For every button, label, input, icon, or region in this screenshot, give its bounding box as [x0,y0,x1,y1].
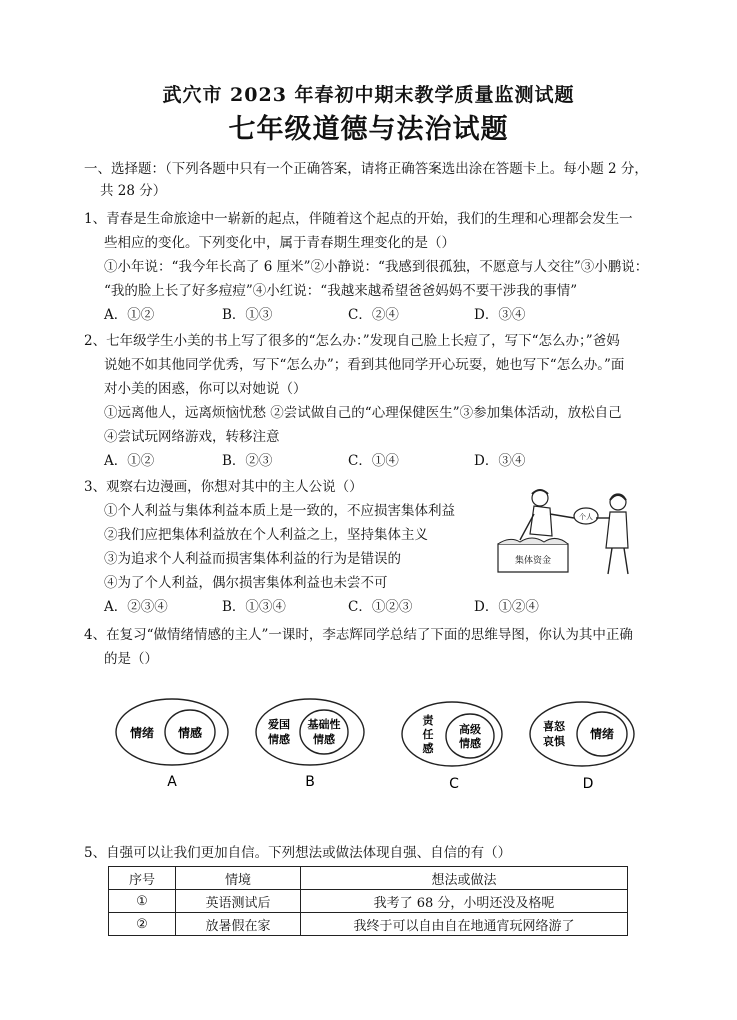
q1-option-d: D．③④ [474,307,526,323]
q1-option-c: C．②④ [348,307,399,323]
header-scenario: 情境 [176,867,301,890]
exam-title: 武穴市 2023 年春初中期末教学质量监测试题 [162,84,575,106]
q1-statement-line2: “我的脸上长了好多痘痘”④小红说：“我越来越希望爸爸妈妈不要干涉我的事情” [104,283,578,299]
q4-d-outer-1: 喜怒 [543,720,565,733]
cartoon-box-label: 集体资金 [514,556,552,566]
q2-option-d: D．③④ [474,453,526,469]
q4-c-inner-2: 情感 [459,737,481,750]
header-index: 序号 [109,867,176,890]
row2-index: ② [109,913,176,936]
table-row [109,913,628,936]
header-action: 想法或做法 [301,867,628,890]
q5-table [108,866,628,936]
q4-diagram-a [116,699,228,790]
q4-d-inner: 情绪 [589,727,615,741]
q4-d-letter: D [582,776,594,792]
row1-action: 我考了 68 分，小明还没及格呢 [301,890,628,913]
q1-statement-line1: ①小年说：“我今年长高了 6 厘米”②小静说：“我感到很孤独，不愿意与人交往”③小鹏说： [104,259,649,275]
row1-scenario: 英语测试后 [176,890,301,913]
q3-option-b: B．①③④ [222,599,286,615]
q4-mind-maps [110,690,650,800]
q3-option-c: C．①②③ [348,599,413,615]
q4-diagram-c [402,702,502,792]
row1-index: ① [109,890,176,913]
table-header-row [109,867,628,890]
q5-stem: 5、自强可以让我们更加自信。下列想法或做法体现自强、自信的有（） [84,845,512,861]
q4-b-inner-2: 情感 [313,733,335,746]
q2-option-a: A．①② [104,453,155,469]
q4-b-outer-1: 爱国 [268,718,290,731]
q4-stem-line1: 4、在复习“做情绪情感的主人”一课时，李志辉同学总结了下面的思维导图，你认为其中正确 [84,627,633,643]
q2-option-c: C．①④ [348,453,399,469]
q4-diagram-b [256,699,364,790]
table-row [109,890,628,913]
q4-b-inner-1: 基础性 [307,718,341,731]
q4-b-letter: B [305,774,315,790]
q3-cartoon [490,484,640,584]
q4-c-inner-1: 高级 [459,723,481,736]
q4-c-outer-3: 感 [422,742,434,755]
q3-statement-2: ②我们应把集体利益放在个人利益之上，坚持集体主义 [104,527,428,543]
q4-a-letter: A [167,774,177,790]
q3-statement-3: ③为追求个人利益而损害集体利益的行为是错误的 [104,551,401,567]
q2-statement-line2: ④尝试玩网络游戏，转移注意 [104,429,280,445]
row2-action: 我终于可以自由自在地通宵玩网络游了 [301,913,628,936]
q4-a-outer: 情绪 [129,726,155,740]
q4-c-letter: C [449,776,459,792]
q1-stem-line2: 些相应的变化。下列变化中，属于青春期生理变化的是（） [104,235,455,251]
row2-scenario: 放暑假在家 [176,913,301,936]
q2-stem-line1: 2、七年级学生小美的书上写了很多的“怎么办：”发现自己脸上长痘了，写下“怎么办；”爸妈 [84,333,620,349]
q1-option-a: A．①② [104,307,155,323]
q4-a-inner: 情感 [177,726,203,740]
q2-stem-line3: 对小美的困惑，你可以对她说（） [104,381,307,397]
q2-stem-line2: 说她不如其他同学优秀，写下“怎么办”；看到其他同学开心玩耍，她也写下“怎么办。”面 [104,357,625,373]
section1-heading: 一、选择题：（下列各题中只有一个正确答案，请将正确答案选出涂在答题卡上。每小题 2 分， [84,161,648,177]
subject-title: 七年级道德与法治试题 [228,114,509,145]
q4-b-outer-2: 情感 [268,733,290,746]
q3-option-d: D．①②④ [474,599,539,615]
q2-statement-line1: ①远离他人，远离烦恼忧愁 ②尝试做自己的“心理保健医生”③参加集体活动，放松自己 [104,405,622,421]
q1-stem-line1: 1、青春是生命旅途中一崭新的起点，伴随着这个起点的开始，我们的生理和心理都会发生一 [84,211,633,227]
q1-option-b: B．①③ [222,307,273,323]
q4-stem-line2: 的是（） [104,651,158,667]
q4-diagram-d [530,702,634,792]
section1-heading-cont: 共 28 分） [100,183,167,199]
q3-statement-1: ①个人利益与集体利益本质上是一致的，不应损害集体利益 [104,503,455,519]
q3-statement-4: ④为了个人利益，偶尔损害集体利益也未尝不可 [104,575,388,591]
q3-stem: 3、观察右边漫画，你想对其中的主人公说（） [84,479,363,495]
q3-option-a: A．②③④ [104,599,168,615]
cartoon-bag-label: 个人 [579,513,593,521]
q4-c-outer-1: 责 [422,714,434,727]
q4-c-outer-2: 任 [422,728,434,741]
q4-d-outer-2: 哀惧 [543,735,565,748]
q2-option-b: B．②③ [222,453,273,469]
